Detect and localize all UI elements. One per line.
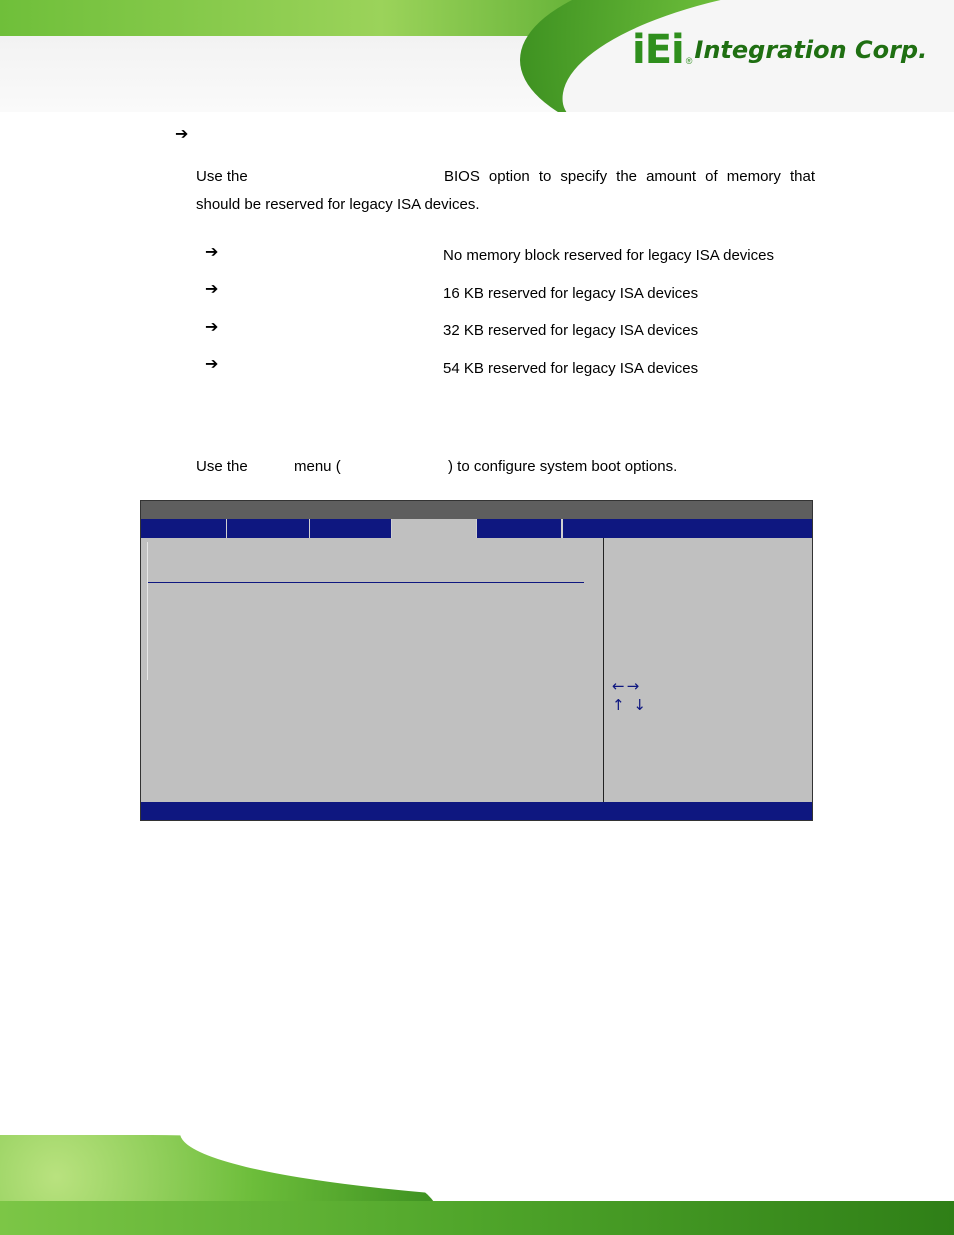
bios-tab[interactable] xyxy=(476,519,562,538)
bios-panel-edge xyxy=(147,542,148,680)
boot-rest: ) to configure system boot options. xyxy=(448,458,678,475)
boot-use-the: Use the xyxy=(196,458,248,475)
logo-registered-mark: ® xyxy=(685,56,693,66)
option-arrow-icon: ➔ xyxy=(205,242,219,261)
bios-tab[interactable] xyxy=(310,519,392,538)
option-arrow-icon: ➔ xyxy=(205,279,219,298)
bios-tab-bar xyxy=(141,519,812,538)
bios-tab[interactable] xyxy=(562,519,812,538)
option-description: 32 KB reserved for legacy ISA devices xyxy=(443,322,699,339)
option-description: No memory block reserved for legacy ISA devices xyxy=(443,247,774,264)
intro-text: BIOS option to specify the amount of memory that xyxy=(444,168,815,185)
option-description: 16 KB reserved for legacy ISA devices xyxy=(443,285,699,302)
page-header xyxy=(0,0,954,112)
boot-menu-word: menu ( xyxy=(294,458,341,475)
bios-tab[interactable] xyxy=(141,519,227,538)
section-arrow-icon: ➔ xyxy=(175,124,189,143)
intro-paragraph xyxy=(196,163,815,219)
logo-wordmark: Integration Corp. xyxy=(694,36,928,64)
bios-tab[interactable] xyxy=(227,519,310,538)
page-footer xyxy=(0,1135,954,1235)
bios-separator-line xyxy=(148,582,584,583)
bios-help-panel xyxy=(604,538,812,802)
option-arrow-icon: ➔ xyxy=(205,354,219,373)
company-logo xyxy=(632,26,927,74)
option-arrow-icon: ➔ xyxy=(205,317,219,336)
logo-mark: iEi xyxy=(632,27,684,73)
bios-title-bar xyxy=(141,501,812,519)
option-description: 54 KB reserved for legacy ISA devices xyxy=(443,360,699,377)
left-right-arrow-icon: ←→ xyxy=(612,677,642,695)
intro-line-2: should be reserved for legacy ISA devices. xyxy=(196,196,480,213)
bios-settings-panel xyxy=(141,538,603,802)
bios-tab-active[interactable] xyxy=(392,519,476,538)
bios-footer-bar xyxy=(141,802,812,820)
up-down-arrow-icon: ↑ ↓ xyxy=(612,696,648,714)
bios-screenshot xyxy=(140,500,813,821)
footer-green-strip xyxy=(0,1201,954,1235)
intro-use-the: Use the xyxy=(196,168,248,185)
